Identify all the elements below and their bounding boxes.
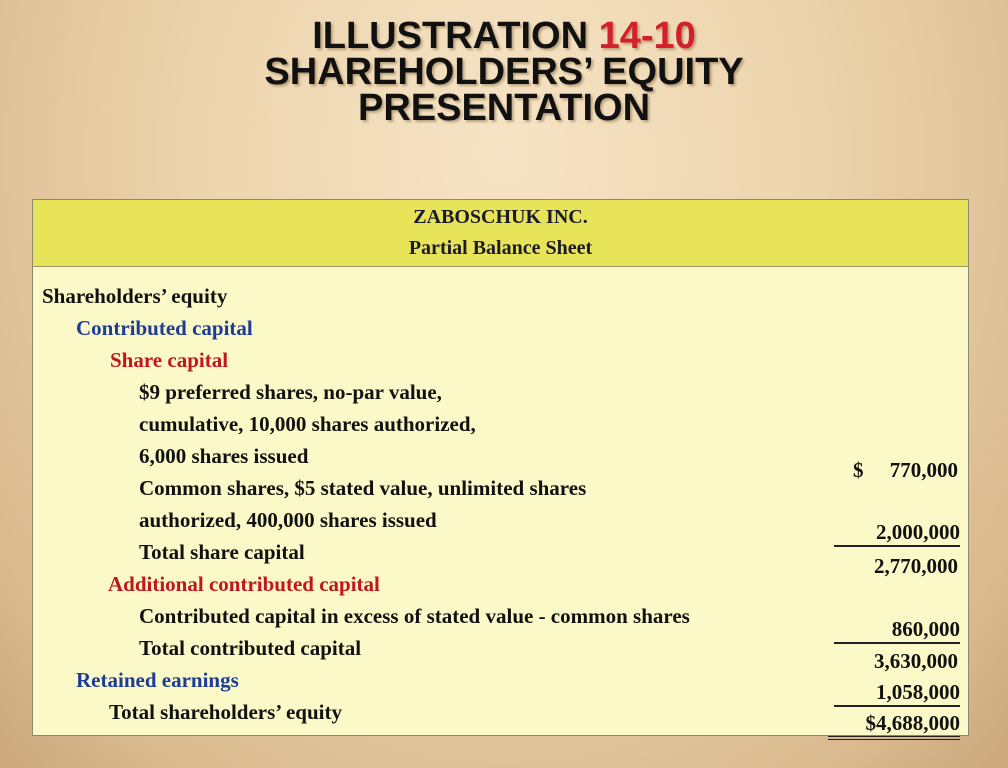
amount-common: 2,000,000 [834, 520, 960, 547]
line-share-capital: Share capital [110, 348, 229, 372]
amount-total-share-capital: 2,770,000 [874, 554, 958, 578]
statement-name: Partial Balance Sheet [408, 237, 593, 259]
line-contributed-capital: Contributed capital [76, 316, 253, 340]
title-line-2: SHAREHOLDERS’ EQUITY [264, 51, 744, 93]
company-name: ZABOSCHUK INC. [413, 206, 588, 228]
line-preferred-3: 6,000 shares issued [139, 444, 309, 468]
line-excess-stated-value: Contributed capital in excess of stated value - common shares [139, 604, 690, 628]
line-preferred-1: $9 preferred shares, no-par value, [139, 380, 442, 404]
title-prefix: ILLUSTRATION [312, 15, 599, 57]
line-preferred-2: cumulative, 10,000 shares authorized, [139, 412, 476, 436]
line-retained-earnings: Retained earnings [76, 668, 239, 692]
line-common-2: authorized, 400,000 shares issued [139, 508, 437, 532]
line-total-equity: Total shareholders’ equity [109, 700, 342, 724]
line-total-contributed: Total contributed capital [139, 636, 362, 660]
slide-title [0, 15, 1008, 129]
line-additional-contributed: Additional contributed capital [108, 572, 380, 596]
amount-excess: 860,000 [834, 617, 960, 644]
balance-sheet-panel [32, 199, 969, 736]
line-common-1: Common shares, $5 stated value, unlimited shares [139, 476, 587, 500]
amount-retained: 1,058,000 [834, 680, 960, 707]
amount-total-contributed: 3,630,000 [874, 649, 958, 673]
illustration-number: 14-10 [598, 15, 696, 57]
line-shareholders-equity: Shareholders’ equity [42, 284, 228, 308]
sheet-header [33, 200, 968, 267]
amount-total-equity: $4,688,000 [828, 711, 960, 740]
title-line-3: PRESENTATION [357, 87, 651, 129]
amount-preferred: $ 770,000 [853, 458, 958, 482]
line-total-share-capital: Total share capital [139, 540, 305, 564]
